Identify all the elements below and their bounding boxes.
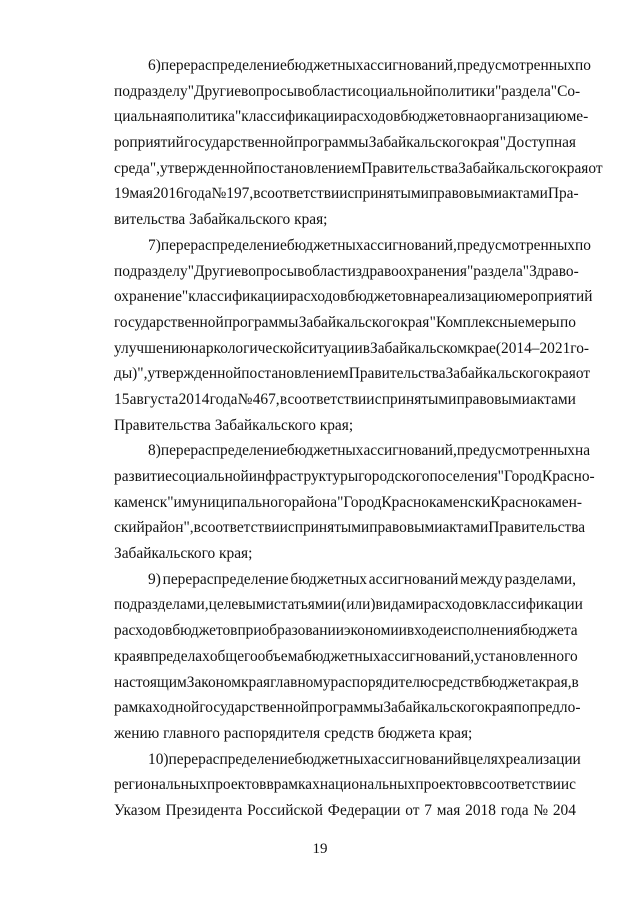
paragraph-6-line-2 [114, 79, 581, 105]
word: края, [538, 673, 572, 691]
word: расходов [289, 288, 348, 306]
word: Президента [165, 801, 243, 819]
word: 2014 [178, 390, 210, 408]
word: Правительства [348, 365, 446, 383]
word: организацию [480, 108, 567, 126]
paragraph-8-line-4 [114, 515, 586, 541]
word: среда", [114, 159, 160, 177]
word: бюджетных [290, 570, 367, 588]
paragraph-6-line-5 [114, 156, 603, 182]
word: 19 [114, 185, 130, 203]
paragraph-8-line-1 [114, 438, 591, 464]
paragraph-10-line-3 [114, 798, 576, 824]
word: края [470, 134, 500, 152]
word: в [253, 185, 261, 203]
paragraph-7-line-6 [114, 361, 591, 387]
word: на [575, 442, 591, 460]
word: охранение" [114, 288, 189, 306]
word: на [465, 108, 481, 126]
word: мероприятий [506, 288, 593, 306]
word: года [500, 801, 529, 819]
word: 467, [252, 390, 280, 408]
word: муниципального [181, 493, 292, 511]
paragraph-6-line-4 [114, 130, 576, 156]
word: вопросы [241, 262, 298, 280]
word: года [183, 185, 212, 203]
word: видами [375, 596, 424, 614]
word: ассигнований, [380, 647, 475, 665]
word: образовании [261, 622, 344, 640]
word: бюджетов [172, 622, 238, 640]
word: проектов [415, 776, 475, 794]
word: № [533, 801, 549, 819]
word: правовыми [369, 519, 443, 537]
word: социальной [355, 82, 433, 100]
word: наркологической [190, 339, 303, 357]
word: ассигнований, [363, 236, 457, 254]
word: в [406, 622, 415, 640]
word: соответствии [482, 776, 570, 794]
word: соответствии [260, 185, 348, 203]
word: в [193, 519, 201, 537]
word: 204 [552, 801, 576, 819]
word: классификации [188, 288, 290, 306]
word: с [287, 519, 295, 537]
word: политика" [174, 108, 242, 126]
word: меры [525, 313, 560, 331]
word: Законом [186, 673, 242, 691]
word: Федерации [327, 801, 401, 819]
word: район", [144, 519, 194, 537]
word: бюджета [481, 673, 539, 691]
paragraph-9-line-6 [114, 695, 581, 721]
word: проектов [207, 776, 267, 794]
word: статьями [273, 596, 333, 614]
word: в [571, 673, 579, 691]
word: мая [129, 185, 153, 203]
word: постановлением [241, 365, 349, 383]
word: утвержденной [147, 365, 242, 383]
word: подразделу [114, 262, 188, 280]
word: актами [442, 519, 489, 537]
word: (или) [341, 596, 376, 614]
word: "Комплексные [429, 313, 525, 331]
word: разделами, [504, 570, 576, 588]
word: распорядителю [330, 673, 432, 691]
word: предусмотренных [456, 57, 576, 74]
word: Забайкальского [383, 699, 485, 717]
paragraph-6-line-7: вительства Забайкальского края; [114, 211, 328, 229]
word: общего [209, 647, 258, 665]
word: региональных [114, 776, 207, 794]
word: политики" [432, 82, 502, 100]
word: 15 [114, 390, 130, 408]
word: 2016 [152, 185, 184, 203]
word: правовыми [428, 185, 503, 203]
word: Указом [114, 801, 161, 819]
word: классификации [481, 596, 583, 614]
word: в [297, 82, 305, 100]
page-number: 19 [312, 841, 328, 857]
word: предусмотренных [456, 442, 576, 460]
word: реализации [505, 750, 581, 768]
paragraph-8-line-5: Забайкальского края; [114, 545, 253, 563]
paragraph-7-line-1 [114, 233, 591, 259]
word: "Город [337, 493, 382, 511]
paragraph-7-line-2 [114, 259, 579, 285]
word: ме- [566, 108, 589, 126]
word: инфраструктуры [248, 468, 359, 485]
word: с [374, 390, 382, 408]
word: целях [468, 750, 506, 768]
word: ды)", [114, 365, 148, 383]
word: предусмотренных [456, 236, 576, 254]
word: бюджетных [286, 236, 364, 254]
word: 7) [148, 236, 161, 254]
word: постановлением [253, 159, 362, 177]
word: улучшению [114, 339, 191, 357]
word: вопросы [241, 82, 298, 100]
word: "Доступная [499, 134, 576, 152]
word: в [279, 390, 288, 408]
word: перераспределение [160, 442, 287, 460]
word: городского [358, 468, 430, 485]
word: ский [114, 519, 145, 537]
word: экономии [343, 622, 407, 640]
word: подразделами, [114, 596, 209, 614]
word: циальная [114, 108, 175, 126]
word: соответствии [200, 519, 288, 537]
word: между [460, 570, 503, 588]
word: "Со- [550, 82, 581, 100]
word: 7 [424, 801, 432, 819]
paragraph-9-line-3 [114, 618, 576, 644]
word: расходов [114, 622, 173, 640]
word: Российской [247, 801, 323, 819]
word: и [173, 493, 182, 511]
word: Забайкальского [458, 159, 560, 177]
word: края [559, 159, 589, 177]
word: го- [570, 339, 590, 357]
word: в [143, 647, 151, 665]
word: от [588, 159, 603, 177]
word: ситуации [302, 339, 363, 357]
word: с [569, 776, 576, 794]
word: с [347, 185, 355, 203]
word: раздела [473, 262, 523, 280]
word: раздела [501, 82, 551, 100]
word: реализацию [427, 288, 507, 306]
word: от [575, 365, 591, 383]
word: социальной [171, 468, 249, 485]
word: Краснокамен- [490, 493, 582, 511]
paragraph-9-line-5 [114, 670, 579, 696]
word: при [237, 622, 262, 640]
word: развитие [114, 468, 172, 485]
word: от [405, 801, 420, 819]
word: рамках [114, 699, 161, 717]
word: объема [257, 647, 305, 665]
word: утвержденной [159, 159, 254, 177]
word: рамках [273, 776, 320, 794]
paragraph-7-line-3 [114, 284, 593, 310]
word: области [304, 262, 356, 280]
word: района [291, 493, 338, 511]
word: одной [160, 699, 200, 717]
word: края [546, 365, 576, 383]
word: Краснокаменск [381, 493, 483, 511]
word: настоящим [114, 673, 187, 691]
word: государственной [199, 699, 310, 717]
word: на [412, 288, 428, 306]
word: соответствии [287, 390, 375, 408]
word: предло- [529, 699, 581, 717]
document-body [114, 53, 603, 824]
word: бюджетов [347, 288, 413, 306]
word: 2018 [465, 801, 496, 819]
word: в [297, 262, 305, 280]
paragraph-7-line-8: Правительства Забайкальского края; [114, 416, 354, 434]
paragraph-7-line-4 [114, 310, 576, 336]
paragraph-8-line-3 [114, 490, 582, 516]
word: Забайкальского [445, 365, 547, 383]
word: принятыми [354, 185, 429, 203]
word: перераспределение [160, 236, 287, 254]
word: Правительства [361, 159, 459, 177]
word: Забайкальского [298, 313, 400, 331]
word: бюджета [520, 622, 578, 640]
word: расходов [423, 596, 482, 614]
word: мая [436, 801, 461, 819]
word: и [482, 493, 491, 511]
paragraph-8-line-2 [114, 464, 595, 490]
word: по [575, 236, 591, 254]
word: бюджетных [304, 647, 381, 665]
word: расходов [342, 108, 401, 126]
word: программы [294, 134, 369, 152]
word: в [460, 750, 469, 768]
word: перераспределение [162, 570, 289, 588]
word: бюджетных [294, 750, 372, 768]
word: области [304, 82, 356, 100]
paragraph-7-line-5 [114, 336, 590, 362]
word: государственной [114, 313, 224, 331]
word: целевыми [208, 596, 274, 614]
word: ассигнований [371, 750, 461, 768]
word: программы [309, 699, 384, 717]
word: национальных [319, 776, 416, 794]
paragraph-9-line-1 [114, 567, 576, 593]
word: "Другие [187, 262, 242, 280]
word: перераспределение [160, 57, 287, 74]
word: "Другие [187, 82, 242, 100]
word: исполнения [443, 622, 521, 640]
word: каменск" [114, 493, 174, 511]
word: здравоохранения" [355, 262, 474, 280]
word: ассигнований, [363, 442, 457, 460]
word: правовыми [456, 390, 530, 408]
word: ассигнований, [363, 57, 457, 74]
word: Пра- [547, 185, 579, 203]
word: края [400, 313, 430, 331]
paragraph-9-line-2 [114, 592, 583, 618]
paragraph-6-line-1 [114, 53, 591, 79]
word: "Город [497, 468, 542, 485]
word: 8) [148, 442, 161, 460]
word: № [237, 390, 253, 408]
word: № [211, 185, 227, 203]
word: в [362, 339, 370, 357]
word: пределах [150, 647, 210, 665]
word: средств [431, 673, 482, 691]
word: классификации [241, 108, 343, 126]
paragraph-9-line-4 [114, 644, 576, 670]
word: Красно- [541, 468, 595, 485]
paragraph-7-line-7 [114, 387, 576, 413]
word: 9) [148, 570, 161, 588]
word: края [484, 699, 514, 717]
word: августа [129, 390, 179, 408]
word: и [332, 596, 342, 614]
word: актами [530, 390, 576, 408]
word: принятыми [294, 519, 370, 537]
word: крае [467, 339, 496, 357]
word: подразделу [114, 82, 188, 100]
word: бюджетных [286, 442, 364, 460]
word: бюджетных [286, 57, 364, 74]
word: Правительства [488, 519, 586, 537]
word: края [241, 673, 271, 691]
paragraph-10-line-1 [114, 747, 581, 773]
paragraph-6-line-3 [114, 104, 589, 130]
paragraph-6-line-6 [114, 181, 579, 207]
word: по [559, 313, 576, 331]
word: установленного [474, 647, 578, 665]
word: по [513, 699, 530, 717]
word: программы [224, 313, 299, 331]
word: перераспределение [168, 750, 295, 768]
word: государственной [184, 134, 294, 152]
word: по [575, 57, 591, 74]
word: бюджетов [400, 108, 466, 126]
word: роприятий [114, 134, 184, 152]
word: актами [502, 185, 548, 203]
paragraph-9-line-7: жению главного распорядителя средств бюджета края; [114, 724, 473, 742]
paragraph-10-line-2 [114, 772, 576, 798]
word: в [266, 776, 274, 794]
word: ассигнований [368, 570, 459, 588]
word: поселения [429, 468, 498, 485]
word: 10) [148, 750, 169, 768]
word: Забайкальском [370, 339, 468, 357]
word: в [474, 776, 483, 794]
word: ходе [414, 622, 444, 640]
word: главному [270, 673, 331, 691]
word: Забайкальского [368, 134, 470, 152]
word: принятыми [381, 390, 457, 408]
word: (2014–2021 [495, 339, 571, 357]
word: 6) [148, 57, 161, 74]
word: края [114, 647, 144, 665]
word: 197, [226, 185, 254, 203]
word: "Здраво- [522, 262, 579, 280]
word: года [209, 390, 238, 408]
